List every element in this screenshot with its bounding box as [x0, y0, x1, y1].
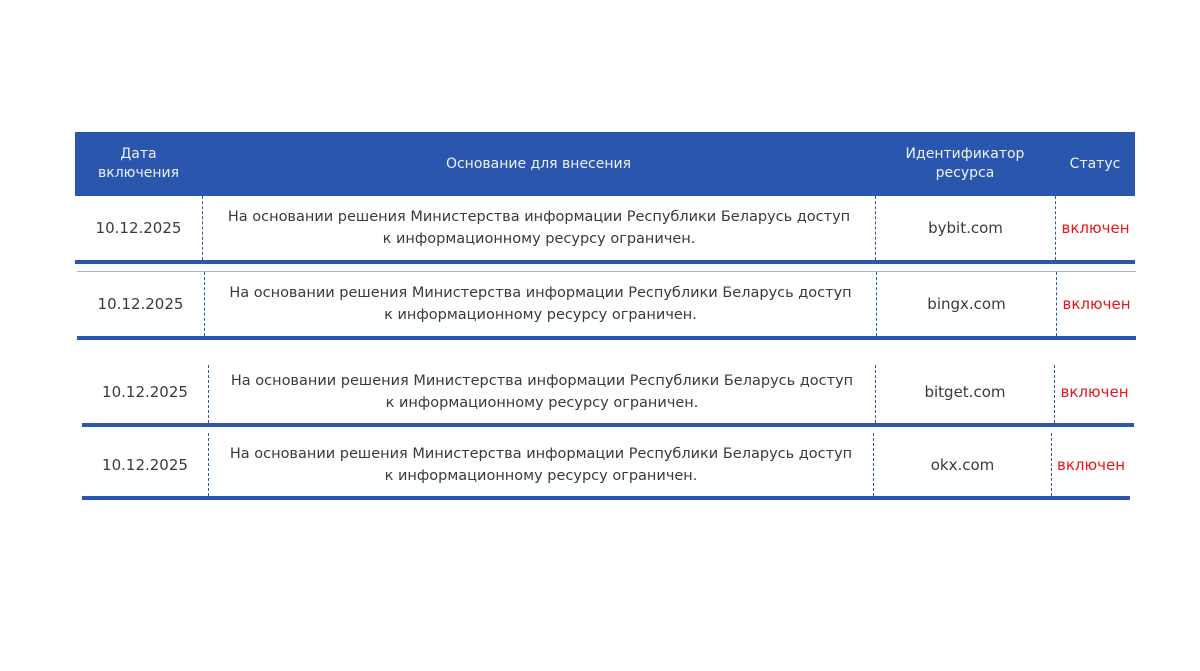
- header-date-line2: включения: [98, 165, 179, 181]
- header-resource-line2: ресурса: [935, 165, 995, 181]
- reason-line1: На основании решения Министерства информации Республики Беларусь доступ: [227, 209, 851, 225]
- table-row: [77, 272, 1136, 340]
- header-date-line1: Дата: [120, 146, 157, 162]
- reason-line2: к информационному ресурсу ограничен.: [384, 467, 698, 484]
- status-badge: включен: [1061, 219, 1130, 237]
- reason-line2: к информационному ресурсу ограничен.: [384, 307, 697, 323]
- table-header: [75, 132, 1135, 196]
- date-cell: 10.12.2025: [102, 382, 188, 401]
- resource-cell: okx.com: [930, 455, 995, 474]
- date-cell: 10.12.2025: [97, 295, 184, 313]
- resource-cell: bitget.com: [924, 382, 1006, 401]
- date-cell: 10.12.2025: [95, 219, 182, 237]
- reason-line1: На основании решения Министерства информации Республики Беларусь доступ: [229, 285, 852, 301]
- reason-line1: На основании решения Министерства информации Республики Беларусь доступ: [230, 372, 854, 389]
- table-row: [75, 196, 1135, 264]
- header-resource: [875, 132, 1055, 196]
- status-badge: включен: [1060, 382, 1129, 401]
- reason-line2: к информационному ресурсу ограничен.: [385, 394, 699, 411]
- header-resource-line1: Идентификатор: [905, 146, 1025, 162]
- reason-cell: [209, 360, 875, 423]
- header-status: Статус: [1069, 155, 1121, 172]
- table-row: [82, 433, 1130, 500]
- row-bottom-border: [82, 423, 1134, 427]
- row-bottom-border: [75, 260, 1135, 264]
- row-bottom-border: [82, 496, 1130, 500]
- date-cell: 10.12.2025: [102, 455, 188, 474]
- row-bottom-border: [77, 336, 1136, 340]
- header-reason: Основание для внесения: [445, 155, 632, 172]
- reason-line1: На основании решения Министерства информации Республики Беларусь доступ: [229, 445, 853, 462]
- reason-cell: [203, 196, 875, 260]
- table-row: [82, 360, 1134, 427]
- header-date: [75, 132, 202, 196]
- reason-cell: [209, 433, 873, 496]
- reason-cell: [205, 272, 876, 336]
- status-badge: включен: [1062, 295, 1131, 313]
- resource-cell: bybit.com: [928, 219, 1003, 237]
- reason-line2: к информационному ресурсу ограничен.: [382, 231, 696, 247]
- resource-cell: bingx.com: [927, 295, 1006, 313]
- status-badge: включен: [1056, 455, 1125, 474]
